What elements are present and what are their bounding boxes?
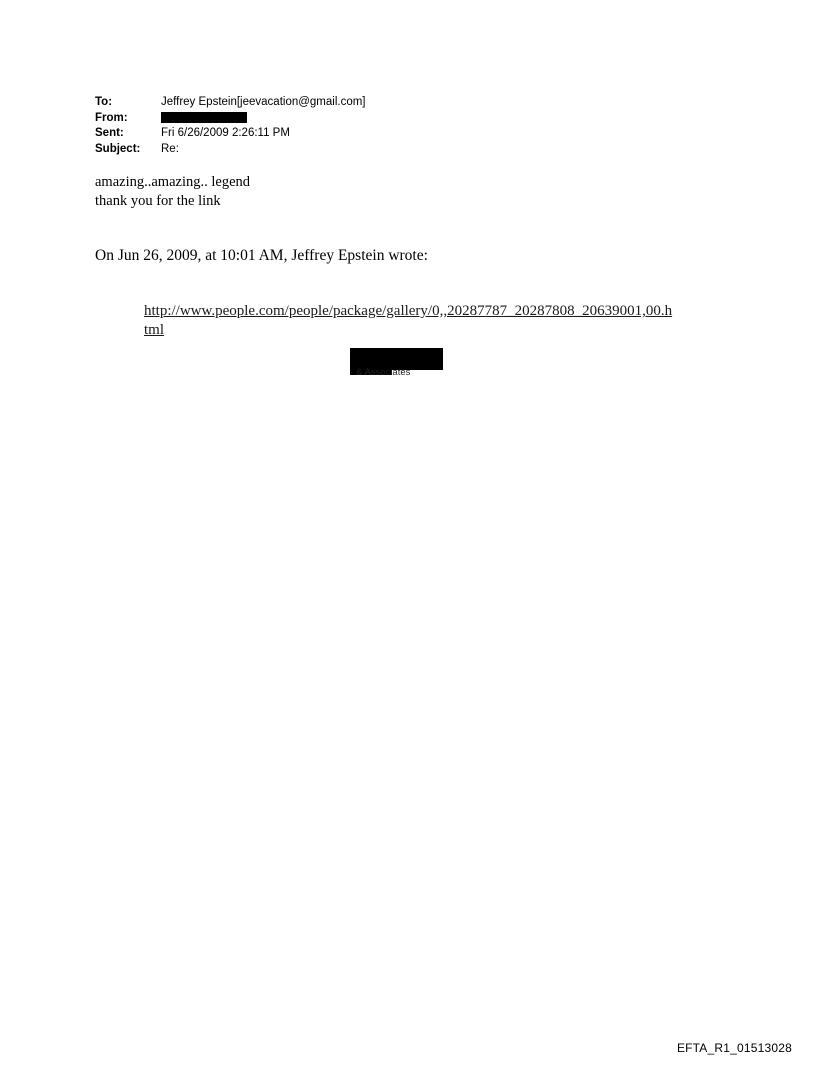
signature-block [350,348,470,382]
to-value: Jeffrey Epstein[jeevacation@gmail.com] [161,96,366,108]
sent-value: Fri 6/26/2009 2:26:11 PM [161,127,290,139]
subject-label: Subject: [95,142,141,155]
email-header-row-from [95,111,366,127]
from-redaction-bar [161,112,247,123]
email-body-line-2: thank you for the link [95,193,221,209]
from-label: From: [95,111,128,124]
email-body-line-1: amazing..amazing.. legend [95,174,251,190]
email-header [95,95,366,157]
bates-number: EFTA_R1_01513028 [676,1041,792,1055]
email-header-row-sent [95,126,366,142]
to-label: To: [95,96,113,108]
email-header-row-to [95,95,366,111]
signature-text: & Associates [356,367,411,378]
email-header-row-subject [95,142,366,158]
email-body [95,173,250,211]
quoted-url-link[interactable]: http://www.people.com/people/package/gallery/0,,20287787_20287808_20639001,00.html [144,303,673,338]
subject-value: Re: [161,142,179,155]
sent-label: Sent: [95,127,124,139]
quote-attribution: On Jun 26, 2009, at 10:01 AM, Jeffrey Epstein wrote: [95,247,428,264]
